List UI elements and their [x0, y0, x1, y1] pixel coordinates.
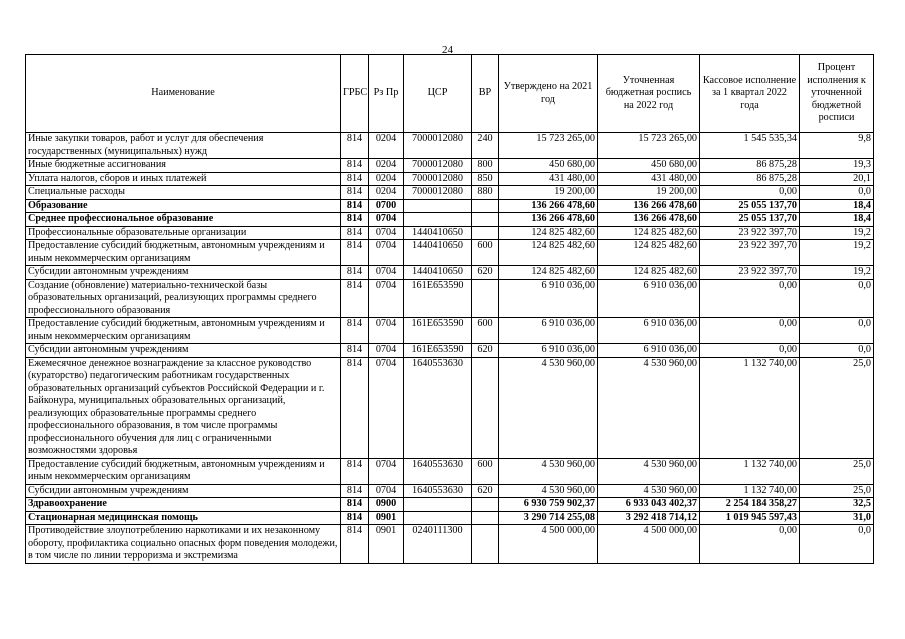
- row-cash-q1-2022: 1 019 945 597,43: [700, 511, 800, 525]
- table-row: [26, 318, 874, 344]
- header-budget-2022: Уточненная бюджетная роспись на 2022 год: [598, 55, 700, 133]
- row-name: Профессиональные образовательные организации: [26, 226, 341, 240]
- row-percent: 19,2: [800, 226, 874, 240]
- row-csr: 1640553630: [404, 458, 472, 484]
- row-percent: 31,0: [800, 511, 874, 525]
- row-percent: 9,8: [800, 133, 874, 159]
- row-csr: [404, 199, 472, 213]
- row-approved-2021: 4 530 960,00: [499, 484, 598, 498]
- row-budget-2022: 450 680,00: [598, 159, 700, 173]
- row-cash-q1-2022: 23 922 397,70: [700, 266, 800, 280]
- row-grbs: 814: [341, 357, 369, 458]
- row-approved-2021: 4 530 960,00: [499, 357, 598, 458]
- row-vr: 600: [472, 458, 499, 484]
- row-cash-q1-2022: 0,00: [700, 318, 800, 344]
- row-approved-2021: 6 930 759 902,37: [499, 498, 598, 512]
- table-row: [26, 344, 874, 358]
- row-budget-2022: 4 530 960,00: [598, 458, 700, 484]
- row-vr: [472, 199, 499, 213]
- table-row: [26, 357, 874, 458]
- row-vr: [472, 525, 499, 564]
- row-rz-pr: 0704: [369, 226, 404, 240]
- row-cash-q1-2022: 86 875,28: [700, 172, 800, 186]
- row-approved-2021: 136 266 478,60: [499, 199, 598, 213]
- row-cash-q1-2022: 2 254 184 358,27: [700, 498, 800, 512]
- row-grbs: 814: [341, 266, 369, 280]
- row-csr: 0240111300: [404, 525, 472, 564]
- row-vr: 240: [472, 133, 499, 159]
- row-rz-pr: 0704: [369, 279, 404, 318]
- row-rz-pr: 0901: [369, 511, 404, 525]
- row-rz-pr: 0704: [369, 357, 404, 458]
- row-budget-2022: 4 530 960,00: [598, 484, 700, 498]
- row-name: Иные закупки товаров, работ и услуг для обеспечения государственных (муниципальных) нужд: [26, 133, 341, 159]
- row-name: Здравоохранение: [26, 498, 341, 512]
- header-cash-q1-2022: Кассовое исполнение за 1 квартал 2022 года: [700, 55, 800, 133]
- row-name: Ежемесячное денежное вознаграждение за классное руководство (кураторство) педагогическим работникам государственных образовательных организаций субъектов Российской Федерации и г. Байконура, муниципальных образовательных организаций, реализующих образовательные программы среднего профессионального образования, в том числе программы профессионального обучения для лиц с ограниченными возможностями здоровья: [26, 357, 341, 458]
- row-rz-pr: 0204: [369, 172, 404, 186]
- table-row: [26, 226, 874, 240]
- header-csr: ЦСР: [404, 55, 472, 133]
- row-approved-2021: 4 530 960,00: [499, 458, 598, 484]
- row-cash-q1-2022: 1 545 535,34: [700, 133, 800, 159]
- row-vr: 600: [472, 240, 499, 266]
- row-name: Предоставление субсидий бюджетным, автономным учреждениям и иным некоммерческим организациям: [26, 318, 341, 344]
- row-percent: 0,0: [800, 318, 874, 344]
- row-percent: 32,5: [800, 498, 874, 512]
- row-cash-q1-2022: 23 922 397,70: [700, 240, 800, 266]
- header-name: Наименование: [26, 55, 341, 133]
- row-name: Предоставление субсидий бюджетным, автономным учреждениям и иным некоммерческим организациям: [26, 458, 341, 484]
- row-approved-2021: 19 200,00: [499, 186, 598, 200]
- page-number: 24: [442, 44, 453, 56]
- row-csr: 1440410650: [404, 226, 472, 240]
- row-approved-2021: 15 723 265,00: [499, 133, 598, 159]
- row-cash-q1-2022: 1 132 740,00: [700, 458, 800, 484]
- row-approved-2021: 431 480,00: [499, 172, 598, 186]
- row-approved-2021: 4 500 000,00: [499, 525, 598, 564]
- row-rz-pr: 0901: [369, 525, 404, 564]
- row-grbs: 814: [341, 199, 369, 213]
- table-row: [26, 172, 874, 186]
- row-percent: 25,0: [800, 357, 874, 458]
- row-csr: 161Е653590: [404, 344, 472, 358]
- row-vr: [472, 213, 499, 227]
- row-grbs: 814: [341, 186, 369, 200]
- row-grbs: 814: [341, 458, 369, 484]
- row-csr: 161Е653590: [404, 279, 472, 318]
- row-rz-pr: 0704: [369, 266, 404, 280]
- row-name: Иные бюджетные ассигнования: [26, 159, 341, 173]
- row-budget-2022: 136 266 478,60: [598, 199, 700, 213]
- row-csr: 1440410650: [404, 266, 472, 280]
- row-percent: 19,3: [800, 159, 874, 173]
- row-approved-2021: 3 290 714 255,08: [499, 511, 598, 525]
- row-cash-q1-2022: 0,00: [700, 279, 800, 318]
- row-name: Создание (обновление) материально-технической базы образовательных организаций, реализующих программы среднего профессионального образования: [26, 279, 341, 318]
- table-row: [26, 199, 874, 213]
- table-row: [26, 133, 874, 159]
- row-grbs: 814: [341, 318, 369, 344]
- row-vr: [472, 357, 499, 458]
- table-row: [26, 511, 874, 525]
- header-approved-2021: Утверждено на 2021 год: [499, 55, 598, 133]
- row-csr: [404, 498, 472, 512]
- row-percent: 0,0: [800, 186, 874, 200]
- row-rz-pr: 0704: [369, 344, 404, 358]
- row-rz-pr: 0704: [369, 240, 404, 266]
- row-csr: 1640553630: [404, 484, 472, 498]
- row-name: Образование: [26, 199, 341, 213]
- row-rz-pr: 0704: [369, 213, 404, 227]
- row-budget-2022: 19 200,00: [598, 186, 700, 200]
- row-percent: 25,0: [800, 458, 874, 484]
- row-rz-pr: 0704: [369, 458, 404, 484]
- header-rz-pr: Рз Пр: [369, 55, 404, 133]
- row-cash-q1-2022: 0,00: [700, 344, 800, 358]
- table-row: [26, 484, 874, 498]
- row-csr: [404, 213, 472, 227]
- row-budget-2022: 431 480,00: [598, 172, 700, 186]
- row-budget-2022: 136 266 478,60: [598, 213, 700, 227]
- row-approved-2021: 6 910 036,00: [499, 279, 598, 318]
- row-grbs: 814: [341, 484, 369, 498]
- row-name: Противодействие злоупотреблению наркотиками и их незаконному обороту, профилактика социально опасных форм поведения молодежи, в том числе по линии терроризма и экстремизма: [26, 525, 341, 564]
- row-name: Специальные расходы: [26, 186, 341, 200]
- table-row: [26, 266, 874, 280]
- row-grbs: 814: [341, 279, 369, 318]
- row-budget-2022: 6 910 036,00: [598, 318, 700, 344]
- row-rz-pr: 0204: [369, 133, 404, 159]
- row-cash-q1-2022: 86 875,28: [700, 159, 800, 173]
- row-percent: 0,0: [800, 525, 874, 564]
- row-approved-2021: 450 680,00: [499, 159, 598, 173]
- row-percent: 19,2: [800, 266, 874, 280]
- row-budget-2022: 124 825 482,60: [598, 240, 700, 266]
- row-vr: 850: [472, 172, 499, 186]
- row-csr: 161Е653590: [404, 318, 472, 344]
- row-percent: 25,0: [800, 484, 874, 498]
- table-row: [26, 213, 874, 227]
- row-grbs: 814: [341, 213, 369, 227]
- row-budget-2022: 4 500 000,00: [598, 525, 700, 564]
- row-csr: 1440410650: [404, 240, 472, 266]
- row-rz-pr: 0900: [369, 498, 404, 512]
- table-body: [26, 133, 874, 564]
- row-name: Предоставление субсидий бюджетным, автономным учреждениям и иным некоммерческим организациям: [26, 240, 341, 266]
- table-row: [26, 525, 874, 564]
- row-csr: 7000012080: [404, 186, 472, 200]
- row-budget-2022: 124 825 482,60: [598, 226, 700, 240]
- table-row: [26, 186, 874, 200]
- row-rz-pr: 0204: [369, 186, 404, 200]
- row-vr: 620: [472, 344, 499, 358]
- row-percent: 18,4: [800, 199, 874, 213]
- row-cash-q1-2022: 1 132 740,00: [700, 484, 800, 498]
- row-cash-q1-2022: 0,00: [700, 525, 800, 564]
- row-grbs: 814: [341, 525, 369, 564]
- row-approved-2021: 124 825 482,60: [499, 240, 598, 266]
- row-vr: 620: [472, 484, 499, 498]
- header-vr: ВР: [472, 55, 499, 133]
- row-budget-2022: 6 910 036,00: [598, 344, 700, 358]
- row-name: Субсидии автономным учреждениям: [26, 344, 341, 358]
- row-budget-2022: 3 292 418 714,12: [598, 511, 700, 525]
- row-cash-q1-2022: 23 922 397,70: [700, 226, 800, 240]
- row-budget-2022: 6 933 043 402,37: [598, 498, 700, 512]
- row-vr: 880: [472, 186, 499, 200]
- row-rz-pr: 0704: [369, 484, 404, 498]
- row-budget-2022: 124 825 482,60: [598, 266, 700, 280]
- row-csr: [404, 511, 472, 525]
- row-vr: 600: [472, 318, 499, 344]
- row-percent: 18,4: [800, 213, 874, 227]
- row-vr: 800: [472, 159, 499, 173]
- row-cash-q1-2022: 25 055 137,70: [700, 199, 800, 213]
- row-cash-q1-2022: 1 132 740,00: [700, 357, 800, 458]
- row-name: Субсидии автономным учреждениям: [26, 484, 341, 498]
- row-grbs: 814: [341, 240, 369, 266]
- row-grbs: 814: [341, 159, 369, 173]
- budget-execution-table: [25, 54, 874, 564]
- row-vr: 620: [472, 266, 499, 280]
- table-row: [26, 458, 874, 484]
- row-approved-2021: 136 266 478,60: [499, 213, 598, 227]
- row-name: Среднее профессиональное образование: [26, 213, 341, 227]
- row-percent: 0,0: [800, 279, 874, 318]
- row-vr: [472, 279, 499, 318]
- row-csr: 7000012080: [404, 159, 472, 173]
- table-row: [26, 240, 874, 266]
- row-grbs: 814: [341, 226, 369, 240]
- row-percent: 19,2: [800, 240, 874, 266]
- table-row: [26, 498, 874, 512]
- row-csr: 7000012080: [404, 172, 472, 186]
- row-vr: [472, 498, 499, 512]
- row-approved-2021: 6 910 036,00: [499, 344, 598, 358]
- row-grbs: 814: [341, 511, 369, 525]
- row-name: Субсидии автономным учреждениям: [26, 266, 341, 280]
- row-grbs: 814: [341, 133, 369, 159]
- row-cash-q1-2022: 25 055 137,70: [700, 213, 800, 227]
- header-grbs: ГРБС: [341, 55, 369, 133]
- row-approved-2021: 124 825 482,60: [499, 226, 598, 240]
- table-row: [26, 159, 874, 173]
- row-csr: 7000012080: [404, 133, 472, 159]
- row-grbs: 814: [341, 498, 369, 512]
- row-approved-2021: 124 825 482,60: [499, 266, 598, 280]
- row-rz-pr: 0704: [369, 318, 404, 344]
- row-budget-2022: 4 530 960,00: [598, 357, 700, 458]
- row-name: Уплата налогов, сборов и иных платежей: [26, 172, 341, 186]
- header-percent: Процент исполнения к уточненной бюджетной росписи: [800, 55, 874, 133]
- row-name: Стационарная медицинская помощь: [26, 511, 341, 525]
- row-grbs: 814: [341, 344, 369, 358]
- table-header-row: [26, 55, 874, 133]
- row-budget-2022: 15 723 265,00: [598, 133, 700, 159]
- row-percent: 0,0: [800, 344, 874, 358]
- row-vr: [472, 226, 499, 240]
- row-rz-pr: 0204: [369, 159, 404, 173]
- row-rz-pr: 0700: [369, 199, 404, 213]
- row-approved-2021: 6 910 036,00: [499, 318, 598, 344]
- row-vr: [472, 511, 499, 525]
- row-percent: 20,1: [800, 172, 874, 186]
- row-cash-q1-2022: 0,00: [700, 186, 800, 200]
- row-grbs: 814: [341, 172, 369, 186]
- row-csr: 1640553630: [404, 357, 472, 458]
- row-budget-2022: 6 910 036,00: [598, 279, 700, 318]
- table-row: [26, 279, 874, 318]
